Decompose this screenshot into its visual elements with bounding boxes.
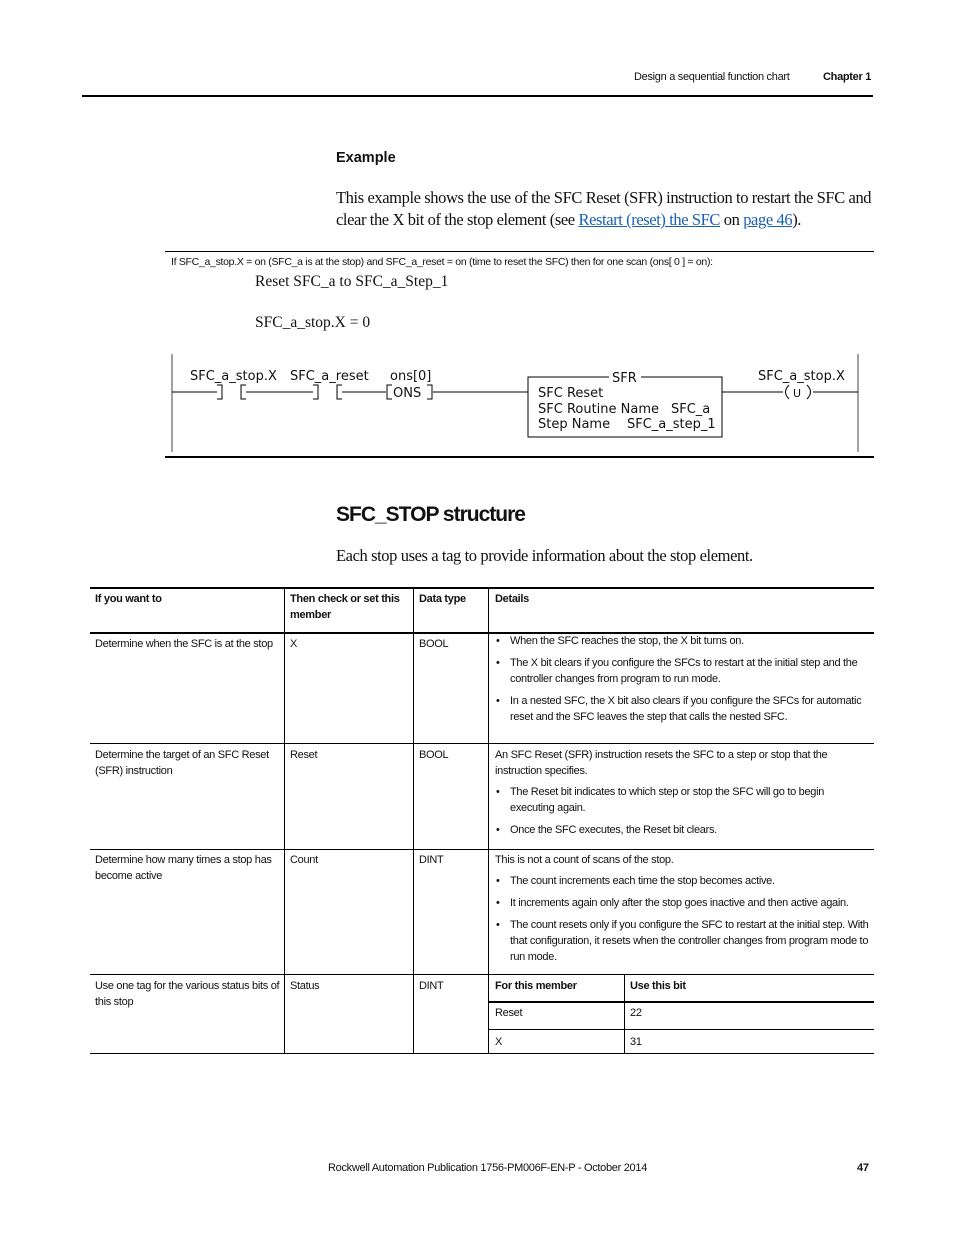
row-member: Reset xyxy=(290,749,318,761)
example-text-before: This example shows the use of the SFC Reset (SFR) instruction to restart the SFC and clear the X bit of the stop element (see xyxy=(336,188,872,229)
details-bullet: • When the SFC reaches the stop, the X bit turns on. xyxy=(495,633,867,649)
subtable-column-divider xyxy=(624,975,625,1054)
xic2-tag: SFC_a_reset xyxy=(290,369,369,384)
otu-tag: SFC_a_stop.X xyxy=(758,369,845,384)
section-heading: SFC_STOP structure xyxy=(336,503,525,526)
rung-comment-line-1: Reset SFC_a to SFC_a_Step_1 xyxy=(255,273,449,290)
row-member: Status xyxy=(290,980,320,992)
sfr-row-2-label: SFC Routine Name xyxy=(538,402,660,417)
subtable-row-rule xyxy=(489,1029,874,1030)
ladder-rung-diagram xyxy=(165,352,865,452)
table-column-divider xyxy=(413,588,414,1054)
details-bullet: • The Reset bit indicates to which step or stop the SFC will go to begin executing again. xyxy=(495,784,867,816)
subtable-cell-bit: 31 xyxy=(630,1036,642,1048)
row-want: Use one tag for the various status bits of this stop xyxy=(95,980,280,1008)
row-member: X xyxy=(290,638,298,650)
details-intro: An SFC Reset (SFR) instruction resets the SFC to a step or stop that the instruction specifies. xyxy=(495,749,828,777)
row-member: Count xyxy=(290,854,318,866)
row-type: BOOL xyxy=(419,638,449,650)
xic1-contact-icon xyxy=(217,385,246,399)
row-details xyxy=(495,852,869,971)
table-header-want: If you want to xyxy=(95,593,162,605)
details-bullet: • In a nested SFC, the X bit also clears if you configure the SFCs for automatic reset and the SFC leaves the step that calls the nested SFC. xyxy=(495,693,867,725)
sfr-row-3-label: Step Name xyxy=(538,417,611,432)
sfr-row-3-value: SFC_a_step_1 xyxy=(627,417,716,432)
table-top-rule xyxy=(90,587,874,589)
row-details xyxy=(495,633,867,731)
table-header-member: Then check or set this member xyxy=(290,593,400,621)
table-column-divider xyxy=(284,588,285,1054)
table-header-details: Details xyxy=(495,593,529,605)
details-bullet: • Once the SFC executes, the Reset bit clears. xyxy=(495,822,867,838)
rung-comment-line-2: SFC_a_stop.X = 0 xyxy=(255,314,371,331)
details-bullet: • The count increments each time the stop becomes active. xyxy=(495,873,869,889)
table-row-rule xyxy=(90,849,874,850)
subtable-cell-bit: 22 xyxy=(630,1007,642,1019)
details-bullet: • The count resets only if you configure the SFC to restart at the initial step. With that configuration, it resets when the controller changes from program mode to run mode. xyxy=(495,917,869,965)
subtable-header-rule xyxy=(489,1001,874,1003)
example-text-after: ). xyxy=(792,210,802,229)
row-type: DINT xyxy=(419,854,444,866)
sfr-row-2-value: SFC_a xyxy=(671,402,711,417)
row-want: Determine when the SFC is at the stop xyxy=(95,638,273,650)
running-header-section: Design a sequential function chart xyxy=(634,71,790,83)
subtable-header-bit: Use this bit xyxy=(630,980,686,992)
subtable-cell-member: Reset xyxy=(495,1007,523,1019)
page-46-link[interactable]: page 46 xyxy=(743,210,793,229)
running-header-chapter: Chapter 1 xyxy=(823,71,872,83)
restart-sfc-link[interactable]: Restart (reset) the SFC xyxy=(578,210,721,229)
table-header-type: Data type xyxy=(419,593,466,605)
subtable-header-member: For this member xyxy=(495,980,577,992)
rung-top-rule xyxy=(165,251,874,252)
xic2-contact-icon xyxy=(313,385,342,399)
section-intro: Each stop uses a tag to provide information about the stop element. xyxy=(336,546,753,565)
rung-comment: If SFC_a_stop.X = on (SFC_a is at the stop) and SFC_a_reset = on (time to reset the SFC) then for one scan (ons[ 0 ] = on): xyxy=(171,256,713,268)
details-bullet: • The X bit clears if you configure the SFCs to restart at the initial step and the controller changes from program to run mode. xyxy=(495,655,867,687)
row-want: Determine how many times a stop has become active xyxy=(95,854,272,882)
footer-page-number: 47 xyxy=(857,1162,869,1174)
xic1-tag: SFC_a_stop.X xyxy=(190,369,277,384)
row-want: Determine the target of an SFC Reset (SFR) instruction xyxy=(95,749,269,777)
otu-label: U xyxy=(793,387,802,400)
details-intro: This is not a count of scans of the stop. xyxy=(495,854,674,866)
example-heading: Example xyxy=(336,150,396,166)
rung-bottom-rule xyxy=(165,456,874,458)
sfr-title: SFR xyxy=(612,371,637,386)
sfr-row-1: SFC Reset xyxy=(538,386,604,401)
row-type: DINT xyxy=(419,980,444,992)
table-bottom-rule xyxy=(90,1053,874,1054)
footer-publication: Rockwell Automation Publication 1756-PM006F-EN-P - October 2014 xyxy=(328,1162,648,1174)
subtable-cell-member: X xyxy=(495,1036,503,1048)
table-row-rule xyxy=(90,974,874,975)
ons-label: ONS xyxy=(393,386,422,401)
table-column-divider xyxy=(488,588,489,1054)
header-rule xyxy=(82,95,873,97)
table-row-rule xyxy=(90,743,874,744)
example-text-mid: on xyxy=(720,210,744,229)
ons-tag: ons[0] xyxy=(390,369,432,384)
example-paragraph xyxy=(336,187,876,231)
row-details xyxy=(495,747,867,844)
row-type: BOOL xyxy=(419,749,449,761)
details-bullet: • It increments again only after the stop goes inactive and then active again. xyxy=(495,895,869,911)
